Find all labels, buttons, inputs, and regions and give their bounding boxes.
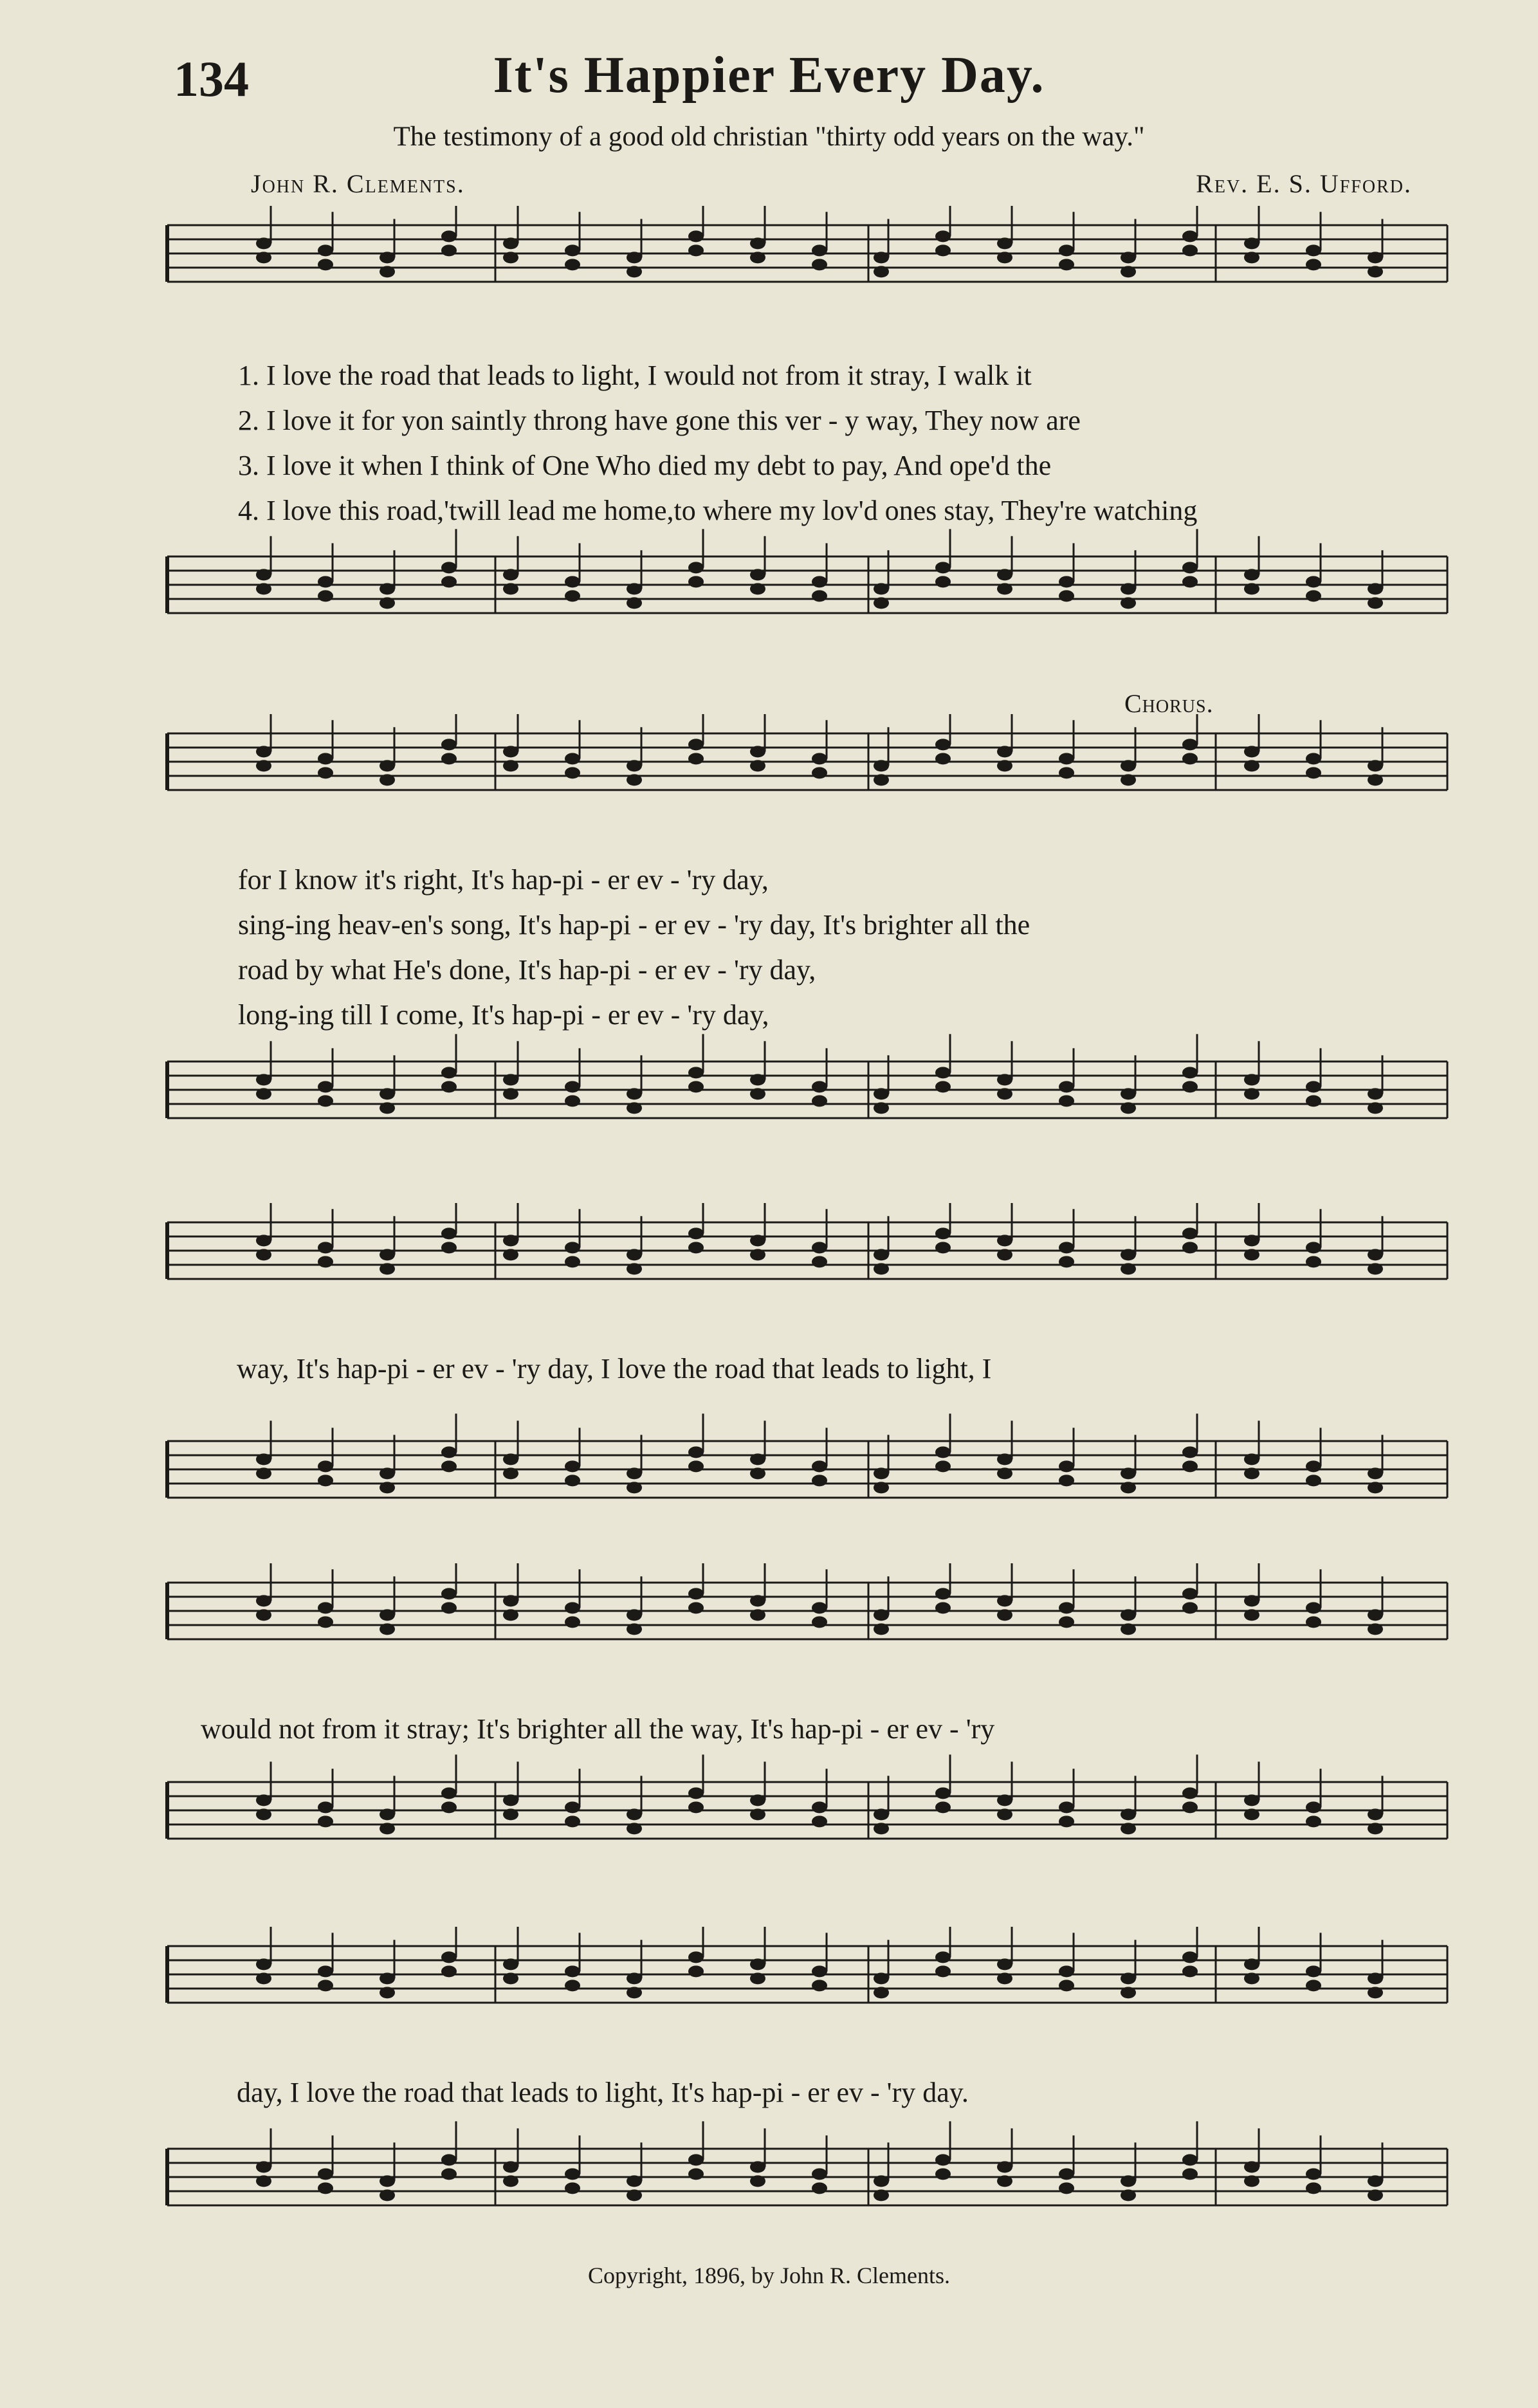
lyric-line: way, It's hap-pi - er ev - 'ry day, I love the road that leads to light, I	[237, 1353, 992, 1384]
lyric-line: road by what He's done, It's hap-pi - er ev - 'ry day,	[238, 954, 816, 986]
lyricist: John R. Clements.	[251, 169, 465, 198]
lyric-line: for I know it's right, It's hap-pi - er ev - 'ry day,	[238, 864, 769, 896]
music-system-5	[161, 1927, 1461, 2261]
lyric-line: would not from it stray; It's brighter all the way, It's hap-pi - er ev - 'ry	[201, 1713, 995, 1745]
music-system-4	[161, 1563, 1461, 1924]
bass-staff	[161, 1927, 1461, 2261]
lyric-line: 3. I love it when I think of One Who died my debt to pay, And ope'd the	[238, 450, 1052, 481]
lyric-line: sing-ing heav-en's song, It's hap-pi - er ev - 'ry day, It's brighter all the	[238, 909, 1030, 941]
bass-staff	[161, 206, 1461, 669]
copyright: Copyright, 1896, by John R. Clements.	[587, 2263, 950, 2288]
lyric-line: 4. I love this road,'twill lead me home,to where my lov'd ones stay, They're watching	[238, 495, 1198, 526]
lyric-line: 1. I love the road that leads to light, I would not from it stray, I walk it	[238, 360, 1032, 391]
lyric-line: 2. I love it for yon saintly throng have gone this ver - y way, They now are	[238, 405, 1081, 436]
song-title: It's Happier Every Day.	[493, 47, 1045, 104]
composer: Rev. E. S. Ufford.	[1196, 169, 1412, 198]
bass-staff	[161, 714, 1461, 1164]
lyric-line: long-ing till I come, It's hap-pi - er ev - 'ry day,	[238, 999, 769, 1031]
music-system-2	[161, 714, 1461, 1164]
lyric-line: day, I love the road that leads to light, It's hap-pi - er ev - 'ry day.	[237, 2077, 969, 2108]
bass-staff	[161, 1203, 1461, 1563]
music-system-3	[161, 1203, 1461, 1563]
subtitle: The testimony of a good old christian "thirty odd years on the way."	[393, 122, 1145, 152]
chorus-label: Chorus.	[1124, 689, 1214, 718]
bass-staff	[161, 1563, 1461, 1924]
music-system-1	[161, 206, 1461, 669]
page-number: 134	[174, 51, 249, 107]
